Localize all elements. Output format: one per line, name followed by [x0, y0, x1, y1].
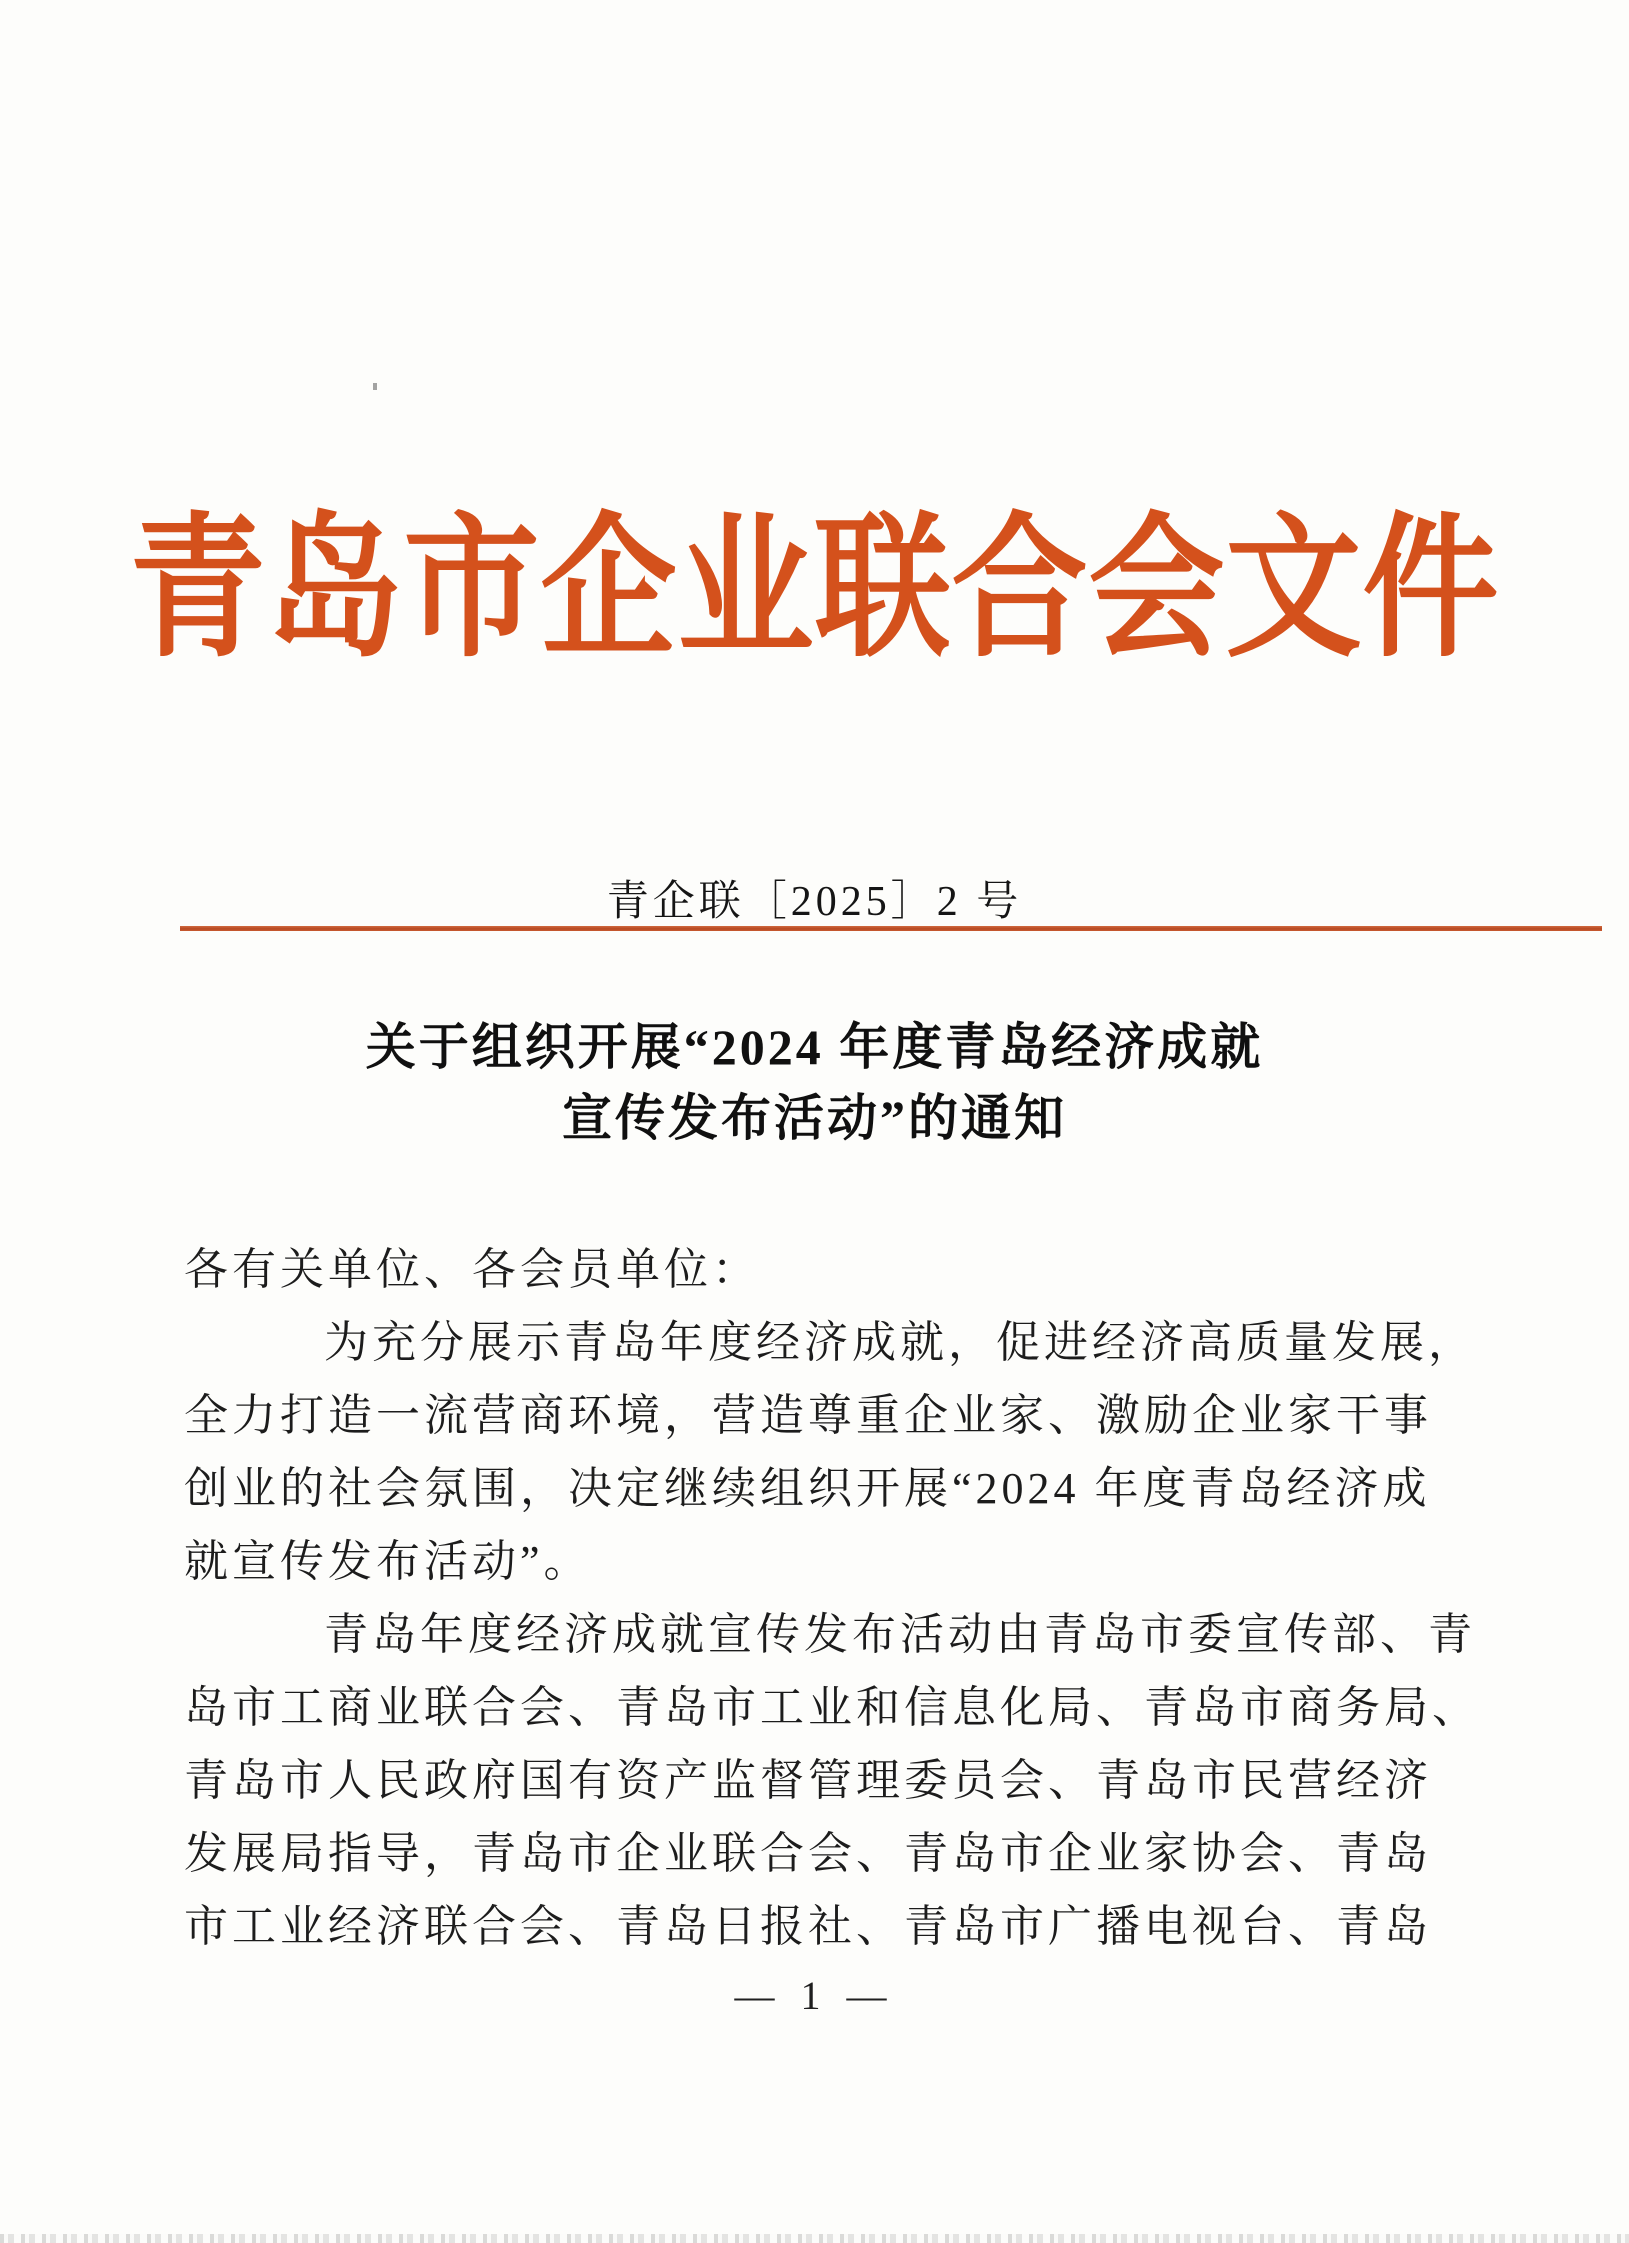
body-line: 青岛市人民政府国有资产监督管理委员会、青岛市民营经济	[184, 1756, 1432, 1805]
body-line: 为充分展示青岛年度经济成就，促进经济高质量发展，	[324, 1318, 1476, 1367]
notice-title-line-2: 宣传发布活动”的通知	[562, 1090, 1067, 1146]
page-number: — 1 —	[734, 1973, 895, 2018]
salutation-line: 各有关单位、各会员单位：	[184, 1245, 760, 1294]
body-text	[184, 1233, 1480, 1963]
document-number: 青企联［2025］2 号	[606, 879, 1023, 925]
notice-title	[0, 1012, 1629, 1154]
body-line: 全力打造一流营商环境，营造尊重企业家、激励企业家干事	[184, 1391, 1432, 1440]
body-line: 就宣传发布活动”。	[184, 1537, 592, 1586]
body-line: 岛市工商业联合会、青岛市工业和信息化局、青岛市商务局、	[184, 1683, 1480, 1732]
body-line: 青岛年度经济成就宣传发布活动由青岛市委宣传部、青	[324, 1610, 1476, 1659]
scanner-edge-artifact	[0, 2234, 1629, 2243]
red-divider-line	[180, 926, 1602, 931]
body-line: 发展局指导，青岛市企业联合会、青岛市企业家协会、青岛	[184, 1829, 1432, 1878]
body-line: 市工业经济联合会、青岛日报社、青岛市广播电视台、青岛	[184, 1902, 1432, 1951]
body-line: 创业的社会氛围，决定继续组织开展“2024 年度青岛经济成	[184, 1464, 1431, 1513]
notice-title-line-1: 关于组织开展“2024 年度青岛经济成就	[365, 1019, 1264, 1075]
red-header-org-title: 青岛市企业联合会文件	[129, 504, 1500, 676]
